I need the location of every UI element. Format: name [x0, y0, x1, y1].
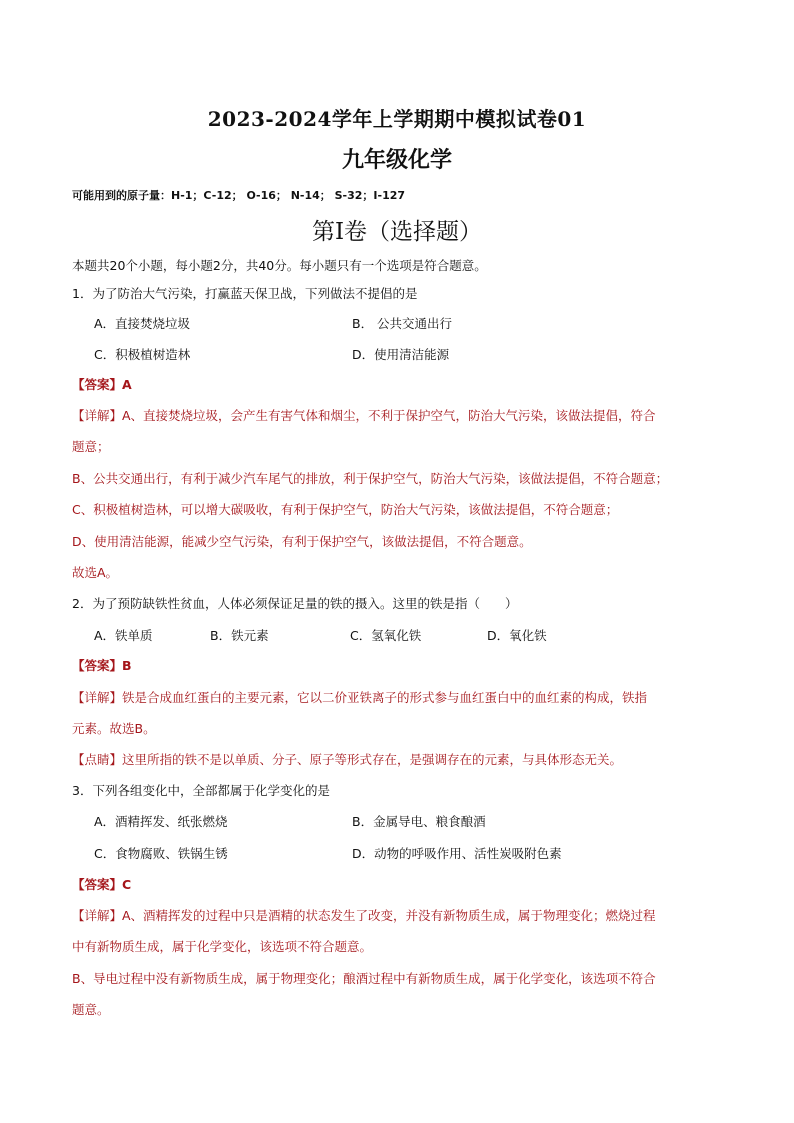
question-1-stem: 1．为了防治大气污染，打赢蓝天保卫战，下列做法不提倡的是 [72, 286, 418, 301]
question-1-detail-b: B、公共交通出行，有利于减少汽车尾气的排放，利于保护空气，防治大气污染，该做法提倡，不符合题意； [72, 471, 669, 486]
question-1-answer: 【答案】A [72, 377, 132, 392]
question-1-detail-a: 【详解】A、直接焚烧垃圾，会产生有害气体和烟尘，不利于保护空气，防治大气污染，该做法提倡，符合 [72, 408, 656, 423]
section-title: 第Ⅰ卷（选择题） [311, 219, 483, 245]
question-3-detail-b: B、导电过程中没有新物质生成，属于物理变化；酿酒过程中有新物质生成，属于化学变化，该选项不符合 [72, 971, 656, 986]
question-1-option-c: C．积极植树造林 [94, 347, 191, 362]
question-3-option-c: C．食物腐败、铁锅生锈 [94, 846, 228, 861]
question-3-option-d: D．动物的呼吸作用、活性炭吸附色素 [352, 846, 562, 861]
exam-title: 2023-2024学年上学期期中模拟试卷01 [207, 107, 587, 131]
question-2-detail-cont: 元素。故选B。 [72, 721, 156, 736]
question-2-stem: 2．为了预防缺铁性贫血，人体必须保证足量的铁的摄入。这里的铁是指（ ） [72, 596, 518, 611]
question-3-option-b: B．金属导电、粮食酿酒 [352, 814, 486, 829]
question-2-option-d: D．氧化铁 [487, 628, 547, 643]
question-3-stem: 3．下列各组变化中，全部都属于化学变化的是 [72, 783, 330, 798]
question-3-detail-a-cont: 中有新物质生成，属于化学变化，该选项不符合题意。 [72, 939, 373, 954]
question-3-detail-b-cont: 题意。 [72, 1002, 110, 1017]
question-1-option-a: A．直接焚烧垃圾 [94, 316, 191, 331]
question-1-option-d: D．使用清洁能源 [352, 347, 450, 362]
question-1-conclusion: 故选A。 [72, 565, 119, 580]
question-2-option-b: B．铁元素 [210, 628, 269, 643]
subject-title: 九年级化学 [341, 147, 452, 173]
question-1-detail-d: D、使用清洁能源，能减少空气污染，有利于保护空气，该做法提倡，不符合题意。 [72, 534, 532, 549]
question-1-detail-c: C、积极植树造林，可以增大碳吸收，有利于保护空气，防治大气污染，该做法提倡，不符合题意； [72, 502, 619, 517]
question-3-answer: 【答案】C [72, 877, 132, 892]
atomic-masses: 可能用到的原子量：H-1；C-12； O-16； N-14； S-32；I-127 [72, 189, 406, 202]
question-1-detail-a-cont: 题意； [72, 439, 110, 454]
section-intro: 本题共20个小题，每小题2分，共40分。每小题只有一个选项是符合题意。 [72, 258, 487, 273]
question-1-option-b: B． 公共交通出行 [352, 316, 453, 331]
question-2-option-a: A．铁单质 [94, 628, 153, 643]
question-3-detail-a: 【详解】A、酒精挥发的过程中只是酒精的状态发生了改变，并没有新物质生成，属于物理变化；燃烧过程 [72, 908, 656, 923]
question-2-note: 【点睛】这里所指的铁不是以单质、分子、原子等形式存在，是强调存在的元素，与具体形态无关。 [72, 752, 623, 767]
question-2-detail: 【详解】铁是合成血红蛋白的主要元素，它以二价亚铁离子的形式参与血红蛋白中的血红素的构成，铁指 [72, 690, 648, 705]
question-2-answer: 【答案】B [72, 658, 132, 673]
question-2-option-c: C．氢氧化铁 [350, 628, 422, 643]
question-3-option-a: A．酒精挥发、纸张燃烧 [94, 814, 228, 829]
